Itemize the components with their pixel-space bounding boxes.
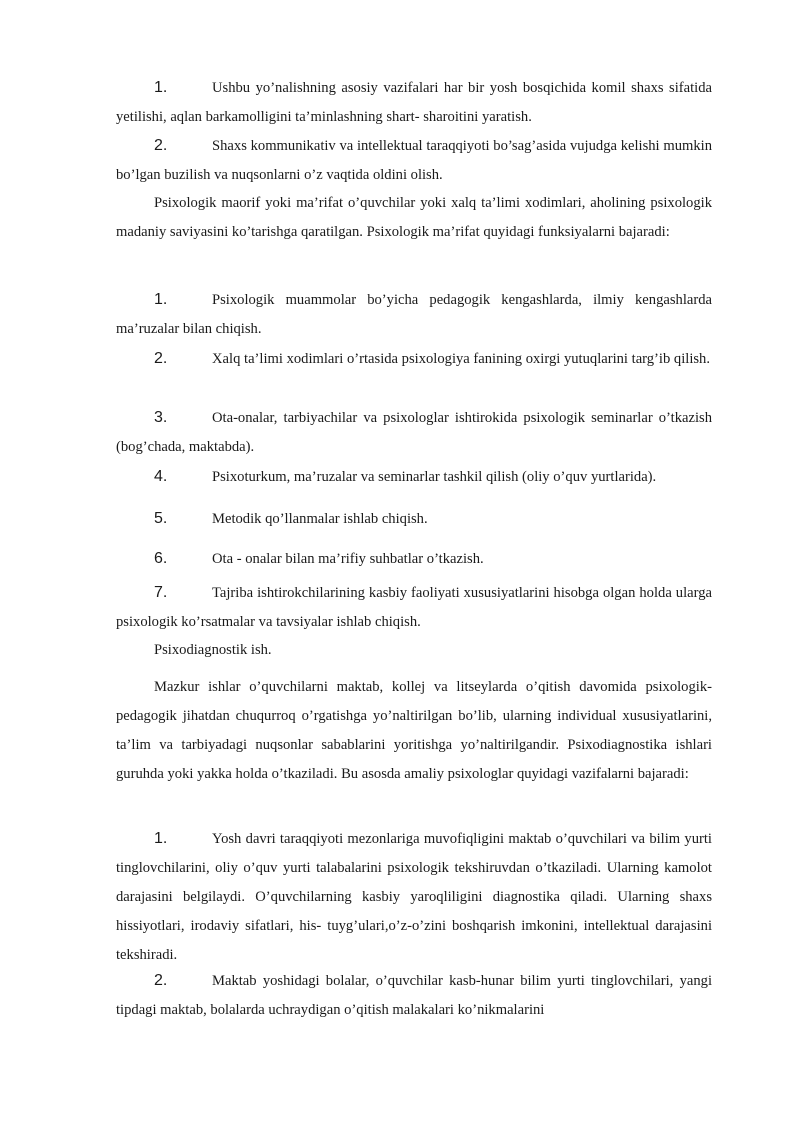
list-item — [116, 824, 712, 970]
list-number: 1. — [154, 79, 168, 96]
list-item-text: Ota-onalar, tarbiyachilar va psixologlar ishtirokida psixologik seminarlar o’tkazish (bog’chada, maktabda). — [116, 410, 712, 455]
list-item — [116, 344, 712, 374]
paragraph: Psixologik maorif yoki ma’rifat o’quvchilar yoki xalq ta’limi xodimlari, aholining psixologik madaniy saviyasini ko’tarishga qaratilgan. Psixologik ma’rifat quyidagi funksiyalarni bajaradi: — [116, 195, 712, 240]
list-item-text: Yosh davri taraqqiyoti mezonlariga muvofiqligini maktab o’quvchilari va bilim yurti tinglovchilarini, oliy o’quv yurti talabalarini psixologik tekshiruvdan o’tkaziladi. Ularning kamolot darajasini belgilaydi. O’quvchilarning kasbiy yaroqliligini diagnostika qiladi. Ularning shaxs hissiyotlari, irodaviy sifatlari, his- tuyg’ulari,o’z-o’zini boshqarish imkonini, intellektual darajasini tekshiradi. — [116, 831, 712, 963]
list-item — [116, 966, 712, 1025]
list-item-text: Psixoturkum, ma’ruzalar va seminarlar tashkil qilish (oliy o’quv yurtlarida). — [212, 469, 657, 485]
list-number: 1. — [154, 830, 168, 847]
list-item — [116, 131, 712, 190]
list-item — [116, 504, 712, 534]
list-item-text: Psixologik muammolar bo’yicha pedagogik kengashlarda, ilmiy kengashlarda ma’ruzalar bilan chiqish. — [116, 292, 712, 337]
list-item — [116, 73, 712, 132]
list-item-text: Metodik qo’llanmalar ishlab chiqish. — [212, 511, 428, 527]
list-number: 6. — [154, 550, 168, 567]
list-number: 2. — [154, 972, 168, 989]
list-number: 7. — [154, 584, 168, 601]
list-number: 1. — [154, 291, 168, 308]
list-number: 4. — [154, 468, 168, 485]
list-number: 2. — [154, 137, 168, 154]
list-item — [116, 403, 712, 462]
list-item-text: Maktab yoshidagi bolalar, o’quvchilar kasb-hunar bilim yurti tinglovchilari, yangi tipdagi maktab, bolalarda uchraydigan o’qitish malakalari ko’nikmalarini — [116, 973, 712, 1018]
list-item-text: Ushbu yo’nalishning asosiy vazifalari har bir yosh bosqichida komil shaxs sifatida yetilishi, aqlan barkamolligini ta’minlashning shart- sharoitini yaratish. — [116, 80, 712, 125]
list-item — [116, 544, 712, 574]
list-item — [116, 578, 712, 637]
list-number: 2. — [154, 350, 168, 367]
list-item — [116, 462, 712, 492]
list-number: 3. — [154, 409, 168, 426]
section-heading: Psixodiagnostik ish. — [154, 642, 272, 658]
list-item-text: Xalq ta’limi xodimlari o’rtasida psixologiya fanining oxirgi yutuqlarini targ’ib qilish. — [212, 351, 711, 367]
list-number: 5. — [154, 510, 168, 527]
list-item-text: Shaxs kommunikativ va intellektual taraqqiyoti bo’sag’asida vujudga kelishi mumkin bo’lgan buzilish va nuqsonlarni o’z vaqtida oldini olish. — [116, 138, 712, 183]
list-item-text: Ota - onalar bilan ma’rifiy suhbatlar o’tkazish. — [212, 551, 484, 567]
paragraph: Mazkur ishlar o’quvchilarni maktab, kollej va litseylarda o’qitish davomida psixologik-pedagogik jihatdan chuqurroq o’rgatishga yo’naltirilgan bo’lib, ularning individual xususiyatlarini, ta’lim va tarbiyadagi nuqsonlar sabablarini yoritishga yo’naltirilgandir. Psixodiagnostika ishlari guruhda yoki yakka holda o’tkaziladi. Bu asosda amaliy psixologlar quyidagi vazifalarni bajaradi: — [116, 679, 712, 782]
list-item — [116, 285, 712, 344]
list-item-text: Tajriba ishtirokchilarining kasbiy faoliyati xususiyatlarini hisobga olgan holda ularga psixologik ko’rsatmalar va tavsiyalar ishlab chiqish. — [116, 585, 712, 630]
